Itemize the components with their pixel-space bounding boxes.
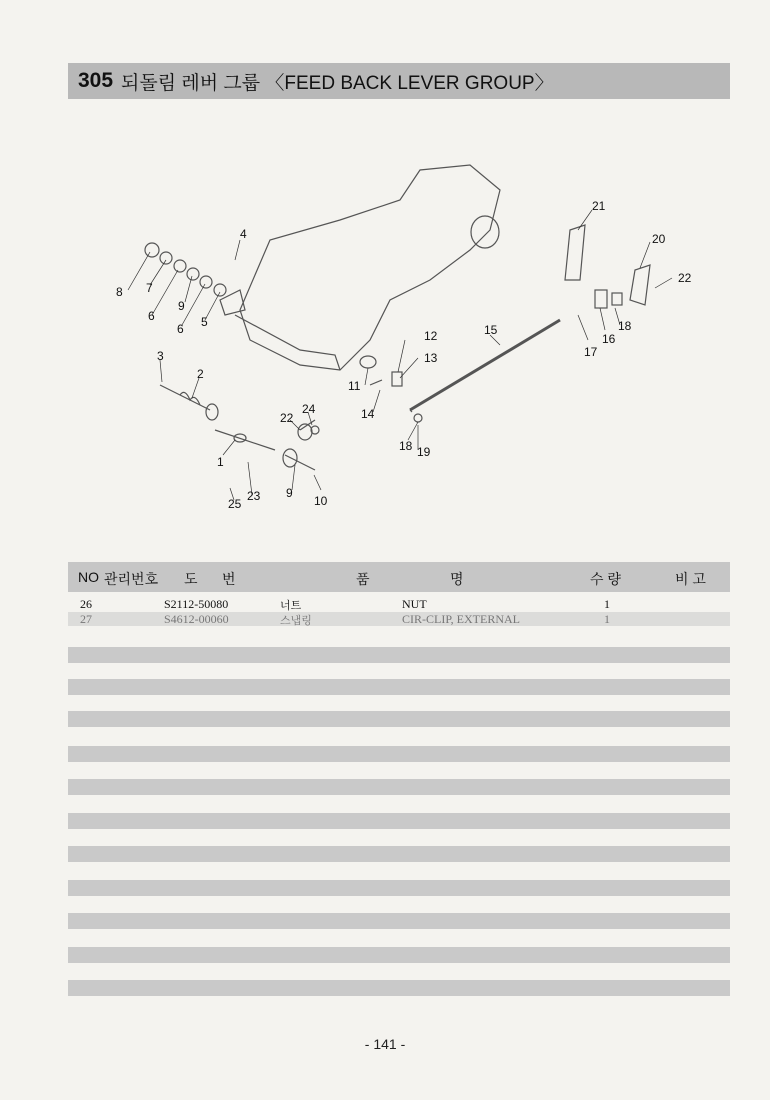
callout-1: 1 xyxy=(217,455,224,469)
header-name-1: 품 xyxy=(356,571,370,587)
housing-lower xyxy=(235,315,340,370)
callout-19: 18 xyxy=(399,439,413,453)
header-qty: 수 량 xyxy=(590,571,621,587)
lever-10 xyxy=(285,455,315,470)
callout-25: 23 xyxy=(247,489,261,503)
callout-4: 5 xyxy=(201,315,208,329)
header-name-2: 명 xyxy=(450,571,464,587)
callout-3: 3 xyxy=(157,349,164,363)
callout-20: 19 xyxy=(417,445,431,459)
callout-21: 20 xyxy=(652,232,666,246)
callout-6a: 6 xyxy=(148,309,155,323)
section-title: 되돌림 레버 그룹 〈FEED BACK LEVER GROUP〉 xyxy=(121,72,554,94)
parts-table-header xyxy=(68,562,730,592)
callout-18a: 17 xyxy=(584,345,598,359)
gear-wheel xyxy=(471,216,499,248)
callout-16: 15 xyxy=(484,323,498,337)
housing-boss xyxy=(220,290,245,315)
table-row xyxy=(68,597,730,611)
table-stripe xyxy=(68,846,730,862)
shaft-2 xyxy=(160,385,210,410)
callout-26: 24 xyxy=(302,402,316,416)
table-stripe xyxy=(68,779,730,795)
row-name-en: NUT xyxy=(402,597,427,611)
table-stripe xyxy=(68,647,730,663)
callout-7: 9 xyxy=(178,299,185,313)
callout-14: 13 xyxy=(424,351,438,365)
row-qty: 1 xyxy=(604,597,610,611)
callout-27: 25 xyxy=(228,497,242,511)
callout-8: 7 xyxy=(146,281,153,295)
row-name-kr: 너트 xyxy=(280,599,302,612)
row-part: S2112-50080 xyxy=(164,597,229,611)
bracket-21 xyxy=(630,265,650,305)
table-stripe xyxy=(68,679,730,695)
callout-22: 21 xyxy=(592,199,606,213)
exploded-parts-diagram xyxy=(100,150,700,530)
callout-5: 4 xyxy=(240,227,247,241)
callout-10: 9 xyxy=(286,486,293,500)
table-stripe xyxy=(68,913,730,929)
callout-17: 16 xyxy=(602,332,616,346)
header-draw-1: 도 xyxy=(184,571,198,587)
table-stripe xyxy=(68,746,730,762)
header-draw-2: 번 xyxy=(222,571,236,587)
page-title-bar xyxy=(68,63,730,99)
callout-24: 22 xyxy=(280,411,294,425)
page-number: - 141 - xyxy=(364,1036,406,1052)
table-stripe xyxy=(68,880,730,896)
callout-6b: 6 xyxy=(177,322,184,336)
table-stripe xyxy=(68,711,730,727)
header-remark: 비 고 xyxy=(675,571,706,587)
callout-2: 2 xyxy=(197,367,204,381)
table-stripe xyxy=(68,813,730,829)
callout-23: 22 xyxy=(678,271,692,285)
section-number: 305 xyxy=(78,69,114,92)
callout-18b: 18 xyxy=(618,319,632,333)
table-stripe xyxy=(68,947,730,963)
bracket-22 xyxy=(565,225,585,280)
callout-9: 8 xyxy=(116,285,123,299)
row-no: 26 xyxy=(80,597,92,611)
callout-13: 12 xyxy=(424,329,438,343)
table-stripe xyxy=(68,980,730,996)
header-no: NO xyxy=(78,569,99,585)
callout-12: 11 xyxy=(348,379,361,393)
table-stripe xyxy=(68,612,730,626)
callout-15: 14 xyxy=(361,407,375,421)
header-mgmt: 관리번호 xyxy=(104,571,159,587)
callout-11: 10 xyxy=(314,494,328,508)
